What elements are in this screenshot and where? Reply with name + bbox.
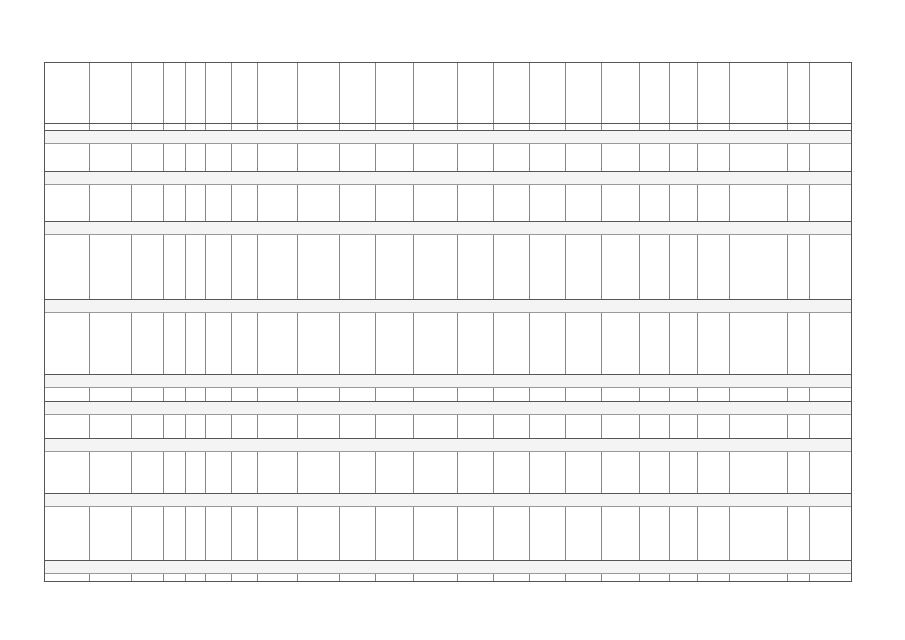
section-row (45, 221, 851, 235)
header-rule (45, 123, 851, 124)
section-row (45, 130, 851, 144)
investment-table (44, 62, 852, 582)
section-row (45, 374, 851, 388)
section-row (45, 401, 851, 415)
section-row (45, 299, 851, 313)
section-row (45, 560, 851, 574)
section-row (45, 493, 851, 507)
section-row (45, 171, 851, 185)
section-row (45, 438, 851, 452)
